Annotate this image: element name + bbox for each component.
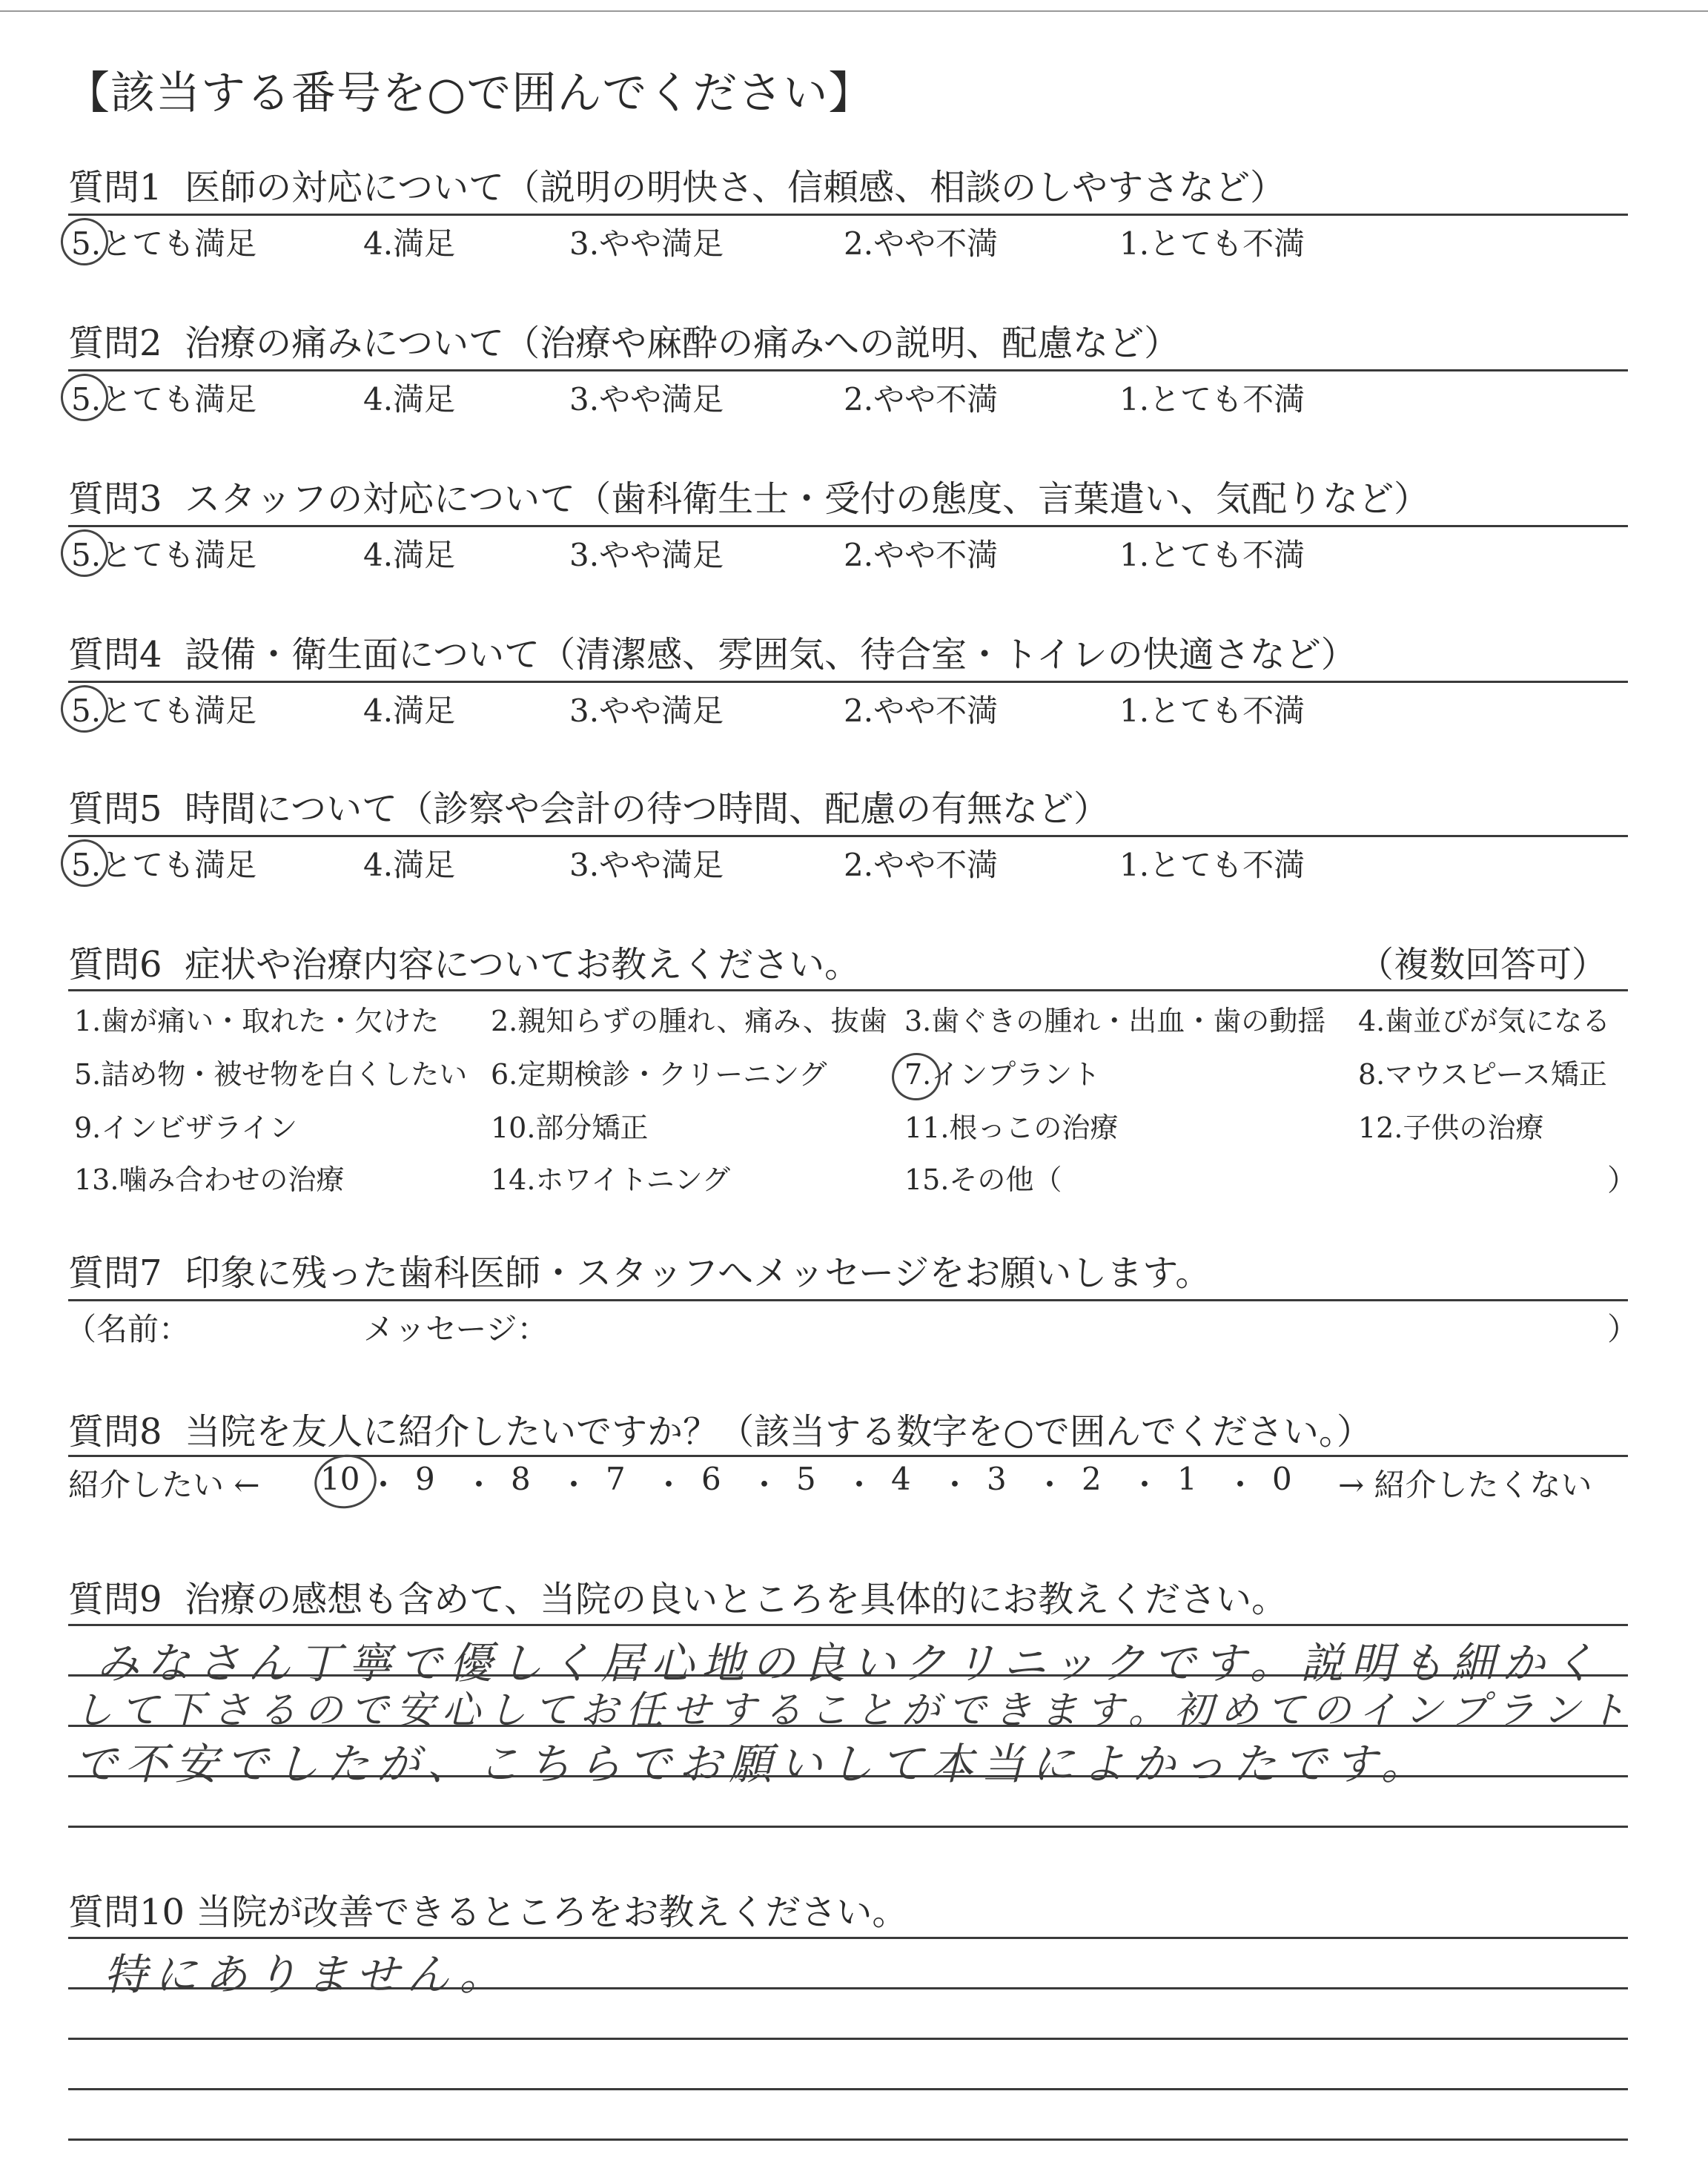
- q7-heading: [68, 1244, 1211, 1295]
- q8-scale-value-2[interactable]: 2: [1082, 1461, 1102, 1497]
- q6-option-14[interactable]: 14.ホワイトニング: [491, 1163, 731, 1196]
- q1-option-3[interactable]: 3.やや満足: [569, 225, 724, 262]
- q6-rule: [68, 989, 1628, 991]
- q9-heading: [68, 1571, 1287, 1622]
- q1-option-5[interactable]: 5.とても満足: [71, 225, 257, 262]
- q2-option-2[interactable]: 2.やや不満: [844, 381, 999, 417]
- q8-scale-value-3[interactable]: 3: [987, 1461, 1007, 1497]
- q6-option-13[interactable]: 13.噛み合わせの治療: [74, 1163, 345, 1196]
- q8-scale-value-9[interactable]: 9: [415, 1461, 435, 1497]
- q8-scale-separator: ・: [463, 1467, 495, 1503]
- q7-rule: [68, 1299, 1628, 1301]
- q3-option-2[interactable]: 2.やや不満: [844, 537, 999, 573]
- q4-option-4[interactable]: 4.満足: [363, 693, 456, 729]
- q1-text: 医師の対応について（説明の明快さ、信頼感、相談のしやすさなど）: [185, 167, 1286, 208]
- q8-scale-separator: ・: [1034, 1467, 1066, 1503]
- q6-option-12[interactable]: 12.子供の治療: [1358, 1112, 1544, 1144]
- q8-scale-value-5[interactable]: 5: [796, 1461, 816, 1497]
- q9-label: 質問9: [68, 1579, 162, 1620]
- q6-option-10[interactable]: 10.部分矯正: [491, 1112, 649, 1144]
- q6-option-9[interactable]: 9.インビザライン: [74, 1112, 298, 1144]
- q8-scale-separator: ・: [1225, 1467, 1257, 1503]
- q8-scale-separator: ・: [844, 1467, 875, 1503]
- q5-text: 時間について（診察や会計の待つ時間、配慮の有無など）: [185, 788, 1110, 830]
- q3-option-5[interactable]: 5.とても満足: [71, 537, 257, 573]
- q6-note: （複数回答可）: [1358, 944, 1608, 985]
- q5-option-5[interactable]: 5.とても満足: [71, 847, 257, 883]
- q10-heading: [68, 1883, 907, 1935]
- q9-answer-line-2: して下さるので安心してお任せすることができます。初めてのインプラント: [74, 1688, 1634, 1733]
- q2-label: 質問2: [68, 323, 162, 364]
- q1-option-1[interactable]: 1.とても不満: [1119, 225, 1305, 262]
- q9-answer-line-1: みなさん丁寧で優しく居心地の良いクリニックです。説明も細かく: [96, 1638, 1603, 1688]
- q3-option-4[interactable]: 4.満足: [363, 537, 456, 573]
- q8-scale-value-1[interactable]: 1: [1177, 1461, 1197, 1497]
- q5-rule: [68, 835, 1628, 837]
- q2-heading: [68, 314, 1179, 366]
- q2-option-5[interactable]: 5.とても満足: [71, 381, 257, 417]
- q4-option-3[interactable]: 3.やや満足: [569, 693, 724, 729]
- q8-scale-value-6[interactable]: 6: [701, 1461, 721, 1497]
- q1-option-2[interactable]: 2.やや不満: [844, 225, 999, 262]
- q4-option-1[interactable]: 1.とても不満: [1119, 693, 1305, 729]
- q7-text: 印象に残った歯科医師・スタッフへメッセージをお願いします。: [185, 1252, 1211, 1294]
- q1-heading: [68, 159, 1285, 210]
- q10-answer-line-1: 特にありません。: [104, 1949, 510, 2000]
- q6-label: 質問6: [68, 944, 162, 985]
- q7-label: 質問7: [68, 1252, 162, 1294]
- q8-rule: [68, 1455, 1628, 1457]
- q3-label: 質問3: [68, 478, 162, 520]
- q8-scale-value-0[interactable]: 0: [1272, 1461, 1292, 1497]
- q6-option-3[interactable]: 3.歯ぐきの腫れ・出血・歯の動揺: [904, 1005, 1326, 1037]
- q8-scale-separator: ・: [653, 1467, 685, 1503]
- q8-scale-separator: ・: [368, 1467, 400, 1503]
- q9-rule-5: [68, 1826, 1628, 1828]
- q2-option-4[interactable]: 4.満足: [363, 381, 456, 417]
- q1-option-4[interactable]: 4.満足: [363, 225, 456, 262]
- q4-option-2[interactable]: 2.やや不満: [844, 693, 999, 729]
- q10-rule-1: [68, 1937, 1628, 1939]
- page-title: 【該当する番号を○で囲んでください】: [65, 67, 874, 119]
- q7-name-label: （名前：: [65, 1311, 191, 1347]
- q4-label: 質問4: [68, 634, 162, 676]
- q6-option-2[interactable]: 2.親知らずの腫れ、痛み、抜歯: [491, 1005, 887, 1037]
- q3-option-3[interactable]: 3.やや満足: [569, 537, 724, 573]
- q2-option-1[interactable]: 1.とても不満: [1119, 381, 1305, 417]
- q3-heading: [68, 470, 1429, 521]
- q6-heading: [68, 936, 860, 987]
- q2-rule: [68, 369, 1628, 371]
- q6-option-15[interactable]: 15.その他（: [904, 1163, 1062, 1196]
- q6-option-6[interactable]: 6.定期検診・クリーニング: [491, 1058, 827, 1091]
- q8-heading: [68, 1403, 1372, 1454]
- q8-scale-separator: ・: [558, 1467, 590, 1503]
- q8-scale-value-7[interactable]: 7: [606, 1461, 626, 1497]
- q10-rule-5: [68, 2138, 1628, 2141]
- q8-scale-separator: ・: [939, 1467, 971, 1503]
- q1-label: 質問1: [68, 167, 162, 208]
- q5-option-3[interactable]: 3.やや満足: [569, 847, 724, 883]
- q6-other-close: ）: [1607, 1163, 1637, 1198]
- q4-text: 設備・衛生面について（清潔感、雰囲気、待合室・トイレの快適さなど）: [185, 634, 1357, 676]
- q2-text: 治療の痛みについて（治療や麻酔の痛みへの説明、配慮など）: [185, 323, 1180, 364]
- q6-option-5[interactable]: 5.詰め物・被せ物を白くしたい: [74, 1058, 468, 1091]
- q5-option-4[interactable]: 4.満足: [363, 847, 456, 883]
- q1-rule: [68, 214, 1628, 216]
- q8-scale-value-8[interactable]: 8: [511, 1461, 531, 1497]
- q10-text: 当院が改善できるところをお教えください。: [196, 1892, 908, 1933]
- q6-option-4[interactable]: 4.歯並びが気になる: [1358, 1005, 1611, 1037]
- q8-scale-value-10[interactable]: 10: [320, 1461, 360, 1497]
- q7-close: ）: [1607, 1311, 1639, 1347]
- page-edge: [0, 10, 1708, 12]
- q3-option-1[interactable]: 1.とても不満: [1119, 537, 1305, 573]
- q7-message-label: メッセージ：: [363, 1311, 549, 1347]
- q8-right-label: → 紹介したくない: [1338, 1467, 1592, 1503]
- q2-option-3[interactable]: 3.やや満足: [569, 381, 724, 417]
- q3-rule: [68, 525, 1628, 527]
- q10-rule-3: [68, 2038, 1628, 2040]
- q6-option-11[interactable]: 11.根っこの治療: [904, 1112, 1119, 1144]
- q8-scale-value-4[interactable]: 4: [891, 1461, 911, 1497]
- q5-heading: [68, 780, 1109, 831]
- q5-option-2[interactable]: 2.やや不満: [844, 847, 999, 883]
- q6-option-1[interactable]: 1.歯が痛い・取れた・欠けた: [74, 1005, 440, 1037]
- q10-rule-4: [68, 2088, 1628, 2090]
- q6-text: 症状や治療内容についてお教えください。: [185, 944, 861, 985]
- q10-label: 質問10: [68, 1892, 185, 1933]
- q4-option-5[interactable]: 5.とても満足: [71, 693, 257, 729]
- q4-heading: [68, 626, 1357, 677]
- q6-option-8[interactable]: 8.マウスピース矯正: [1358, 1058, 1607, 1091]
- q4-rule: [68, 681, 1628, 683]
- q6-option-7[interactable]: 7.インプラント: [904, 1058, 1101, 1091]
- q3-text: スタッフの対応について（歯科衛生士・受付の態度、言葉遣い、気配りなど）: [185, 478, 1430, 520]
- q8-scale-separator: ・: [749, 1467, 781, 1503]
- q9-answer-line-3: で不安でしたが、こちらでお願いして本当によかったです。: [74, 1739, 1431, 1789]
- q5-option-1[interactable]: 1.とても不満: [1119, 847, 1305, 883]
- q5-label: 質問5: [68, 788, 162, 830]
- q8-left-label: 紹介したい ←: [68, 1467, 260, 1503]
- q8-label: 質問8: [68, 1411, 162, 1453]
- q8-text: 当院を友人に紹介したいですか？（該当する数字を○で囲んでください。）: [185, 1411, 1372, 1453]
- q9-rule-1: [68, 1624, 1628, 1626]
- q8-scale-separator: ・: [1129, 1467, 1161, 1503]
- q9-text: 治療の感想も含めて、当院の良いところを具体的にお教えください。: [185, 1579, 1288, 1620]
